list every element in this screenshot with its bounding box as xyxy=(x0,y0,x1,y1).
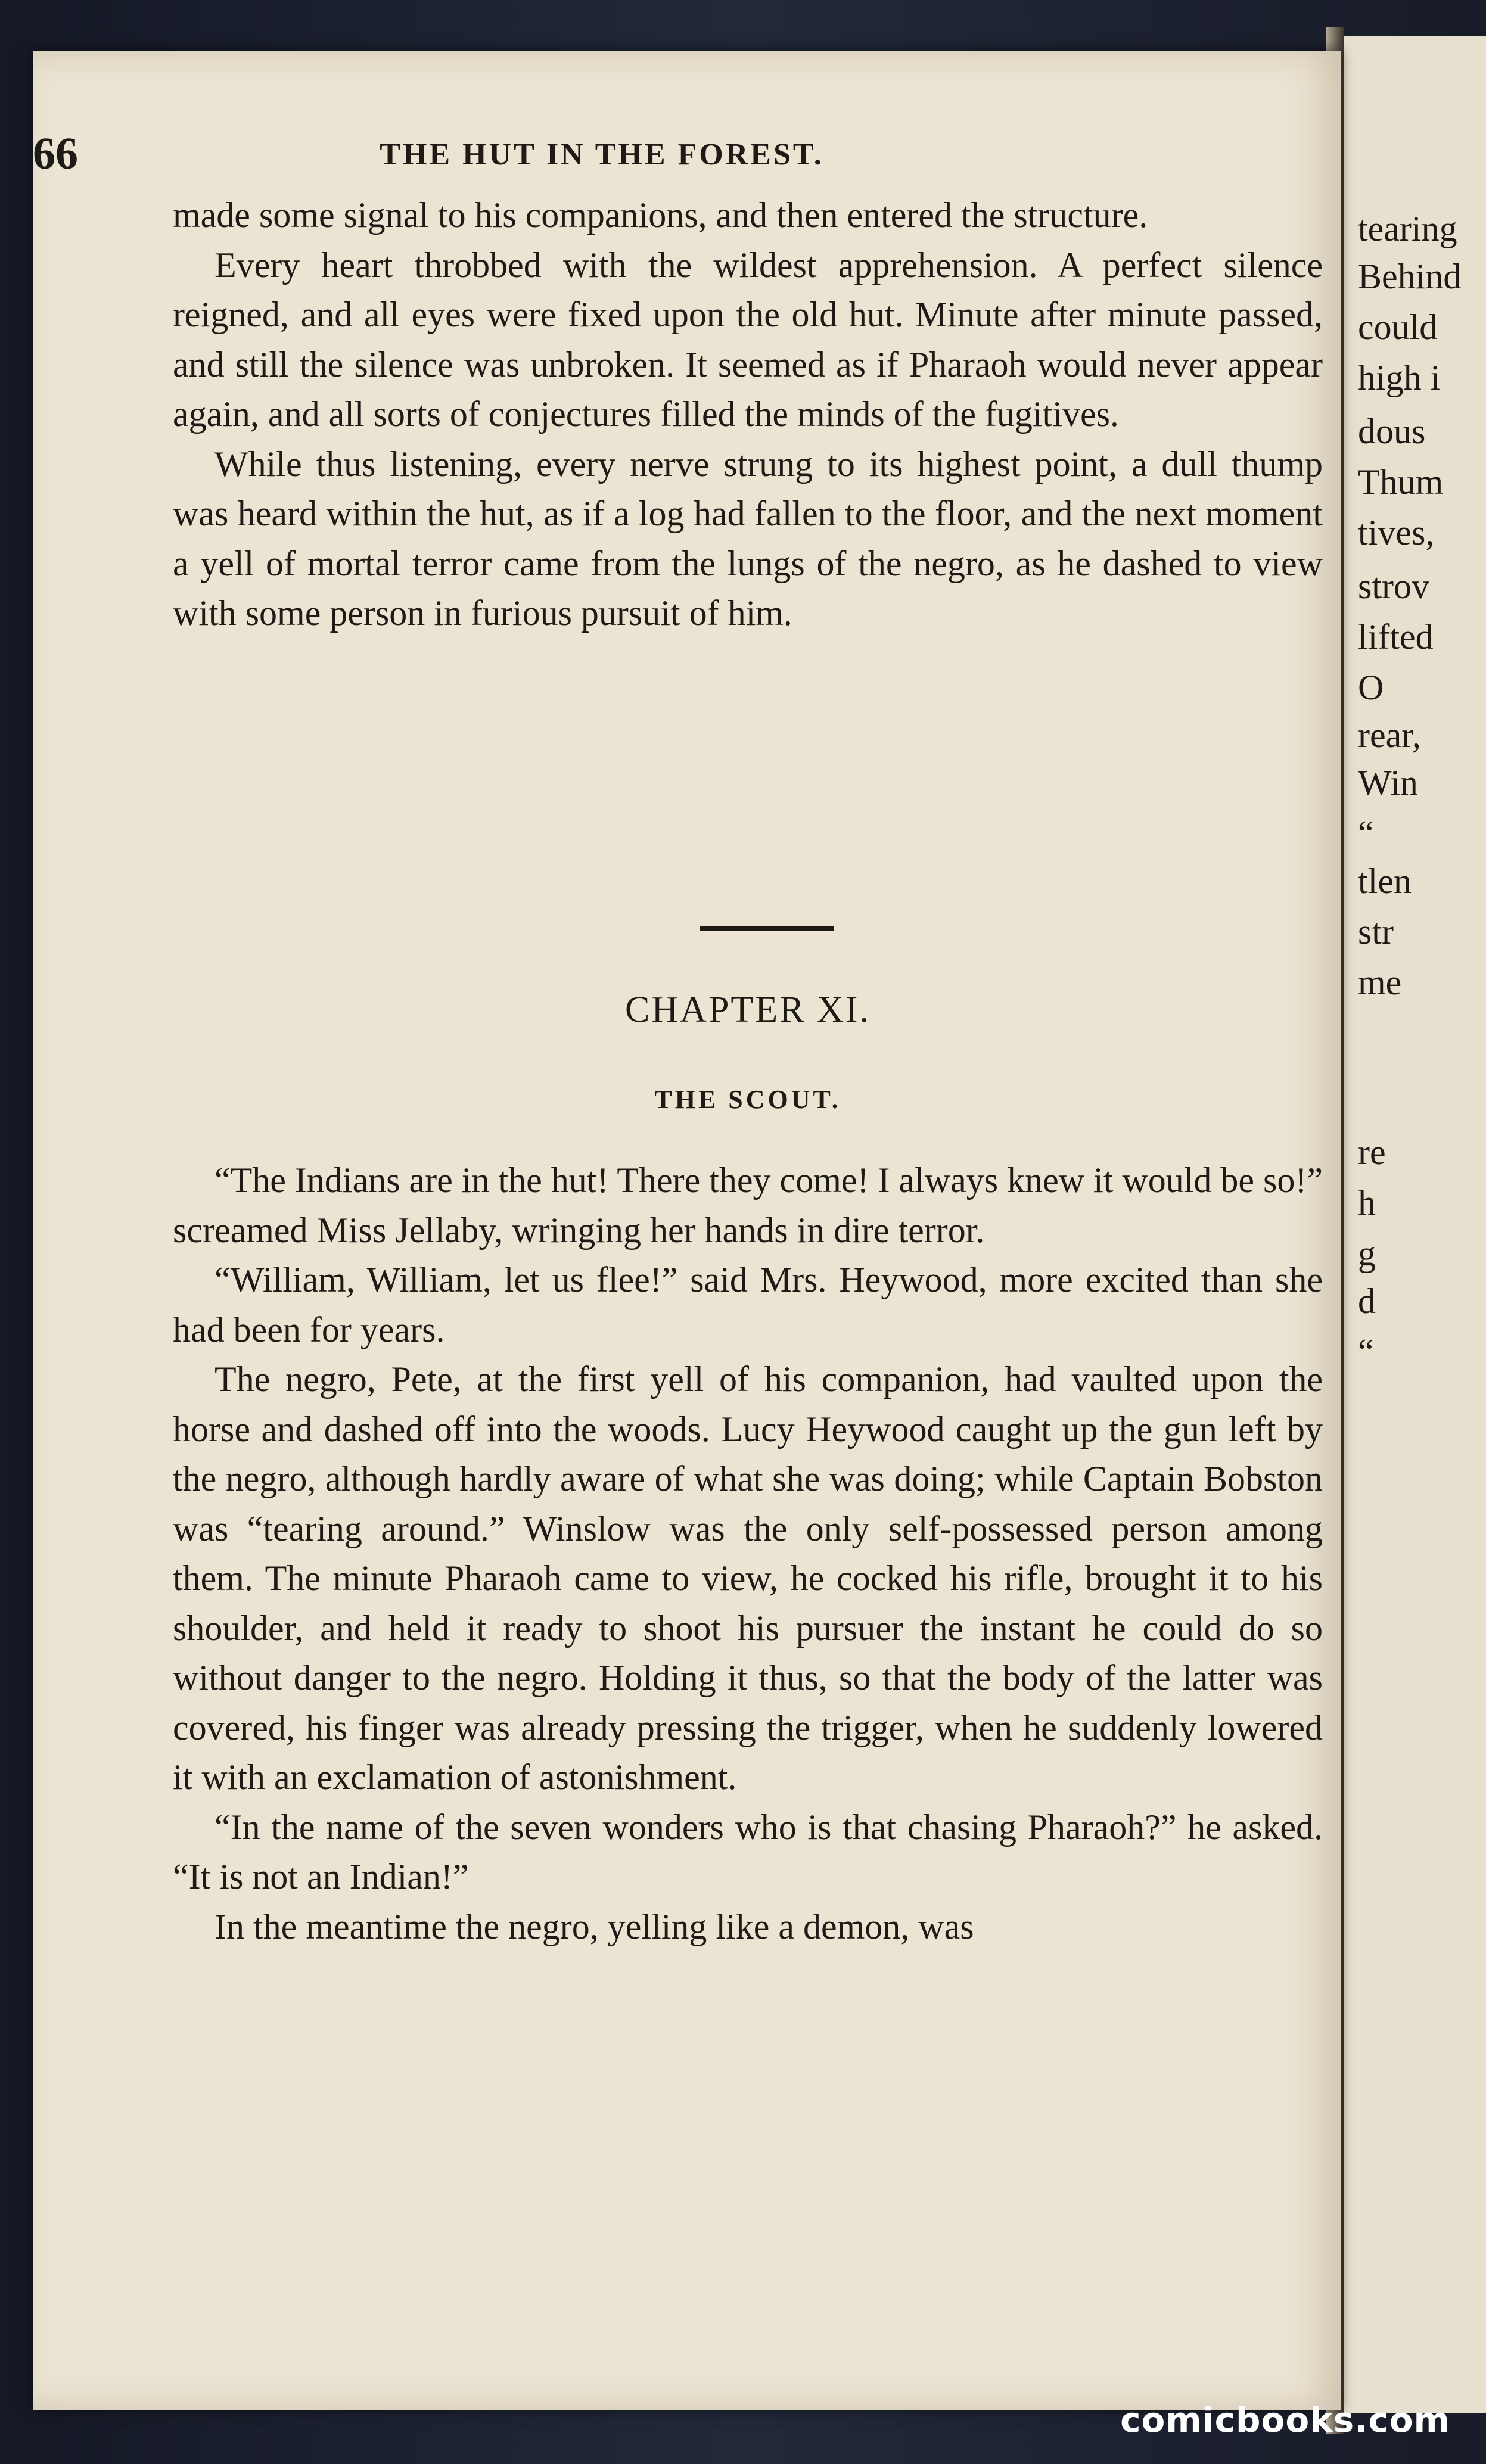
facing-page-fragment: lifted xyxy=(1358,617,1434,657)
page-number: 66 xyxy=(33,129,78,179)
facing-page xyxy=(1344,36,1486,2413)
facing-page-fragment: h xyxy=(1358,1183,1376,1222)
facing-page-fragment: tives, xyxy=(1358,513,1435,552)
facing-page-fragment: re xyxy=(1358,1133,1386,1172)
facing-page-fragment: Behind xyxy=(1358,257,1462,296)
facing-page-fragment: Win xyxy=(1358,763,1418,802)
facing-page-fragment: O xyxy=(1358,668,1384,707)
facing-page-fragment: tearing xyxy=(1358,209,1457,248)
paragraph: Every heart throbbed with the wildest apprehension. A perfect silence reigned, and all eyes were fixed upon the old hut. Minute after minute passed, and still the silence was unbroken. It seemed as if Pharaoh would never appear again, and all sorts of conjectures filled the minds of the fugitives. xyxy=(173,245,1323,434)
watermark: comicbooks.com xyxy=(1120,2400,1450,2440)
chapter-title: CHAPTER XI. xyxy=(625,990,871,1030)
facing-page-fragment: Thum xyxy=(1358,462,1444,502)
facing-page-fragment: high i xyxy=(1358,358,1441,397)
facing-page-fragment: “ xyxy=(1358,1332,1374,1371)
facing-page-fragment: could xyxy=(1358,307,1438,347)
paragraph: In the meantime the negro, yelling like a demon, was xyxy=(214,1906,974,1946)
section-divider xyxy=(700,926,834,931)
facing-page-fragment: rear, xyxy=(1358,715,1421,755)
facing-page-fragment: g xyxy=(1358,1234,1376,1273)
paragraph: “William, William, let us flee!” said Mrs. Heywood, more excited than she had been for years. xyxy=(173,1260,1323,1349)
facing-page-fragment: dous xyxy=(1358,412,1426,451)
paragraph: The negro, Pete, at the first yell of his companion, had vaulted upon the horse and dashed off into the woods. Lucy Heywood caught up the gun left by the negro, although hardly aware of what she was doing; while Captain Bobston was “tearing around.” Winslow was the only self-possessed person among them. The minute Pharaoh came to view, he cocked his rifle, brought it to his shoulder, and held it ready to shoot his pursuer the instant he could do so without danger to the negro. Holding it thus, so that the body of the latter was covered, his finger was already pressing the trigger, when he suddenly lowered it with an exclamation of astonishment. xyxy=(173,1359,1323,1797)
section-title: THE SCOUT. xyxy=(654,1085,841,1114)
facing-page-fragment: tlen xyxy=(1358,861,1412,901)
facing-page-fragment: strov xyxy=(1358,567,1429,606)
facing-page-fragment: “ xyxy=(1358,814,1374,853)
paragraph: “The Indians are in the hut! There they come! I always knew it would be so!” screamed Miss Jellaby, wringing her hands in dire terror. xyxy=(173,1161,1323,1250)
paragraph: “In the name of the seven wonders who is that chasing Pharaoh?” he asked. “It is not an Indian!” xyxy=(173,1807,1323,1896)
body-text-top xyxy=(173,191,1323,639)
running-head: THE HUT IN THE FOREST. xyxy=(380,138,824,172)
paragraph: While thus listening, every nerve strung to its highest point, a dull thump was heard within the hut, as if a log had fallen to the floor, and the next moment a yell of mortal terror came from the lungs of the negro, as he dashed to view with some person in furious pursuit of him. xyxy=(173,444,1323,633)
facing-page-fragment: d xyxy=(1358,1281,1376,1321)
facing-page-fragment: me xyxy=(1358,963,1402,1002)
body-text-bottom xyxy=(173,1156,1323,1952)
facing-page-fragment: str xyxy=(1358,912,1394,951)
paragraph: made some signal to his companions, and then entered the structure. xyxy=(173,195,1148,235)
